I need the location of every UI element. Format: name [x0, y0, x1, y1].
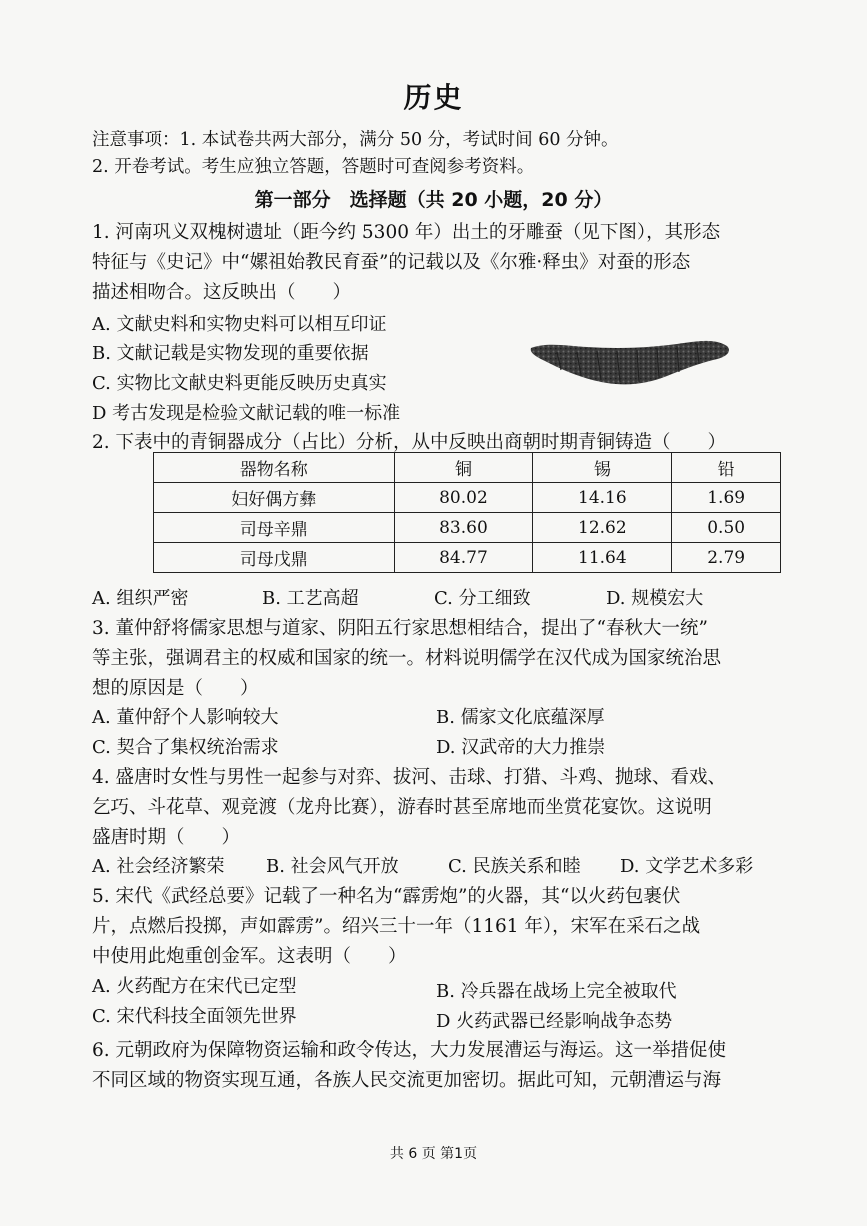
bronze-composition-table — [153, 452, 781, 573]
q1-option-a: A. 文献史料和实物史料可以相互印证 — [92, 314, 387, 335]
q1-line-1: 1. 河南巩义双槐树遗址（距今约 5300 年）出土的牙雕蚕（见下图），其形态 — [92, 222, 721, 243]
q2-line: 2. 下表中的青铜器成分（占比）分析，从中反映出商朝时期青铜铸造（ ） — [92, 432, 727, 453]
page-title: 历史 — [403, 81, 464, 114]
table-cell: 80.02 — [394, 483, 533, 513]
q6-line-1: 6. 元朝政府为保障物资运输和政令传达，大力发展漕运与海运。这一举措促使 — [92, 1040, 727, 1061]
q4-line-1: 4. 盛唐时女性与男性一起参与对弈、拔河、击球、打猎、斗鸡、抛球、看戏、 — [92, 767, 727, 788]
q6-line-2: 不同区域的物资实现互通，各族人民交流更加密切。据此可知，元朝漕运与海 — [92, 1070, 722, 1091]
q4-option-b: B. 社会风气开放 — [266, 856, 399, 877]
table-cell: 0.50 — [672, 513, 781, 543]
table-header-row — [154, 453, 781, 483]
table-header: 锡 — [533, 453, 672, 483]
q5-line-1: 5. 宋代《武经总要》记载了一种名为“霹雳炮”的火器，其“以火药包裹伏 — [92, 886, 681, 907]
table-header: 铅 — [672, 453, 781, 483]
q5-line-2: 片，点燃后投掷，声如霹雳”。绍兴三十一年（1161 年），宋军在采石之战 — [92, 916, 701, 937]
q3-option-c: C. 契合了集权统治需求 — [92, 737, 279, 758]
q2-option-c: C. 分工细致 — [434, 588, 531, 609]
q2-option-d: D. 规模宏大 — [606, 588, 704, 609]
page-footer: 共 6 页 第1页 — [389, 1146, 478, 1162]
ivory-silkworm-image — [527, 330, 733, 388]
q1-option-d: D 考古发现是检验文献记载的唯一标准 — [92, 403, 401, 424]
q3-option-d: D. 汉武帝的大力推崇 — [436, 737, 606, 758]
q4-option-d: D. 文学艺术多彩 — [620, 856, 754, 877]
table-row — [154, 513, 781, 543]
q5-option-a: A. 火药配方在宋代已定型 — [92, 976, 297, 997]
q3-line-1: 3. 董仲舒将儒家思想与道家、阴阳五行家思想相结合，提出了“春秋大一统” — [92, 618, 708, 639]
part-one-title: 第一部分 选择题（共 20 小题，20 分） — [254, 189, 613, 211]
table-cell: 司母戊鼎 — [154, 543, 395, 573]
notice-line-2: 2. 开卷考试。考生应独立答题，答题时可查阅参考资料。 — [92, 157, 535, 177]
q3-option-a: A. 董仲舒个人影响较大 — [92, 707, 279, 728]
q3-option-b: B. 儒家文化底蕴深厚 — [436, 707, 605, 728]
table-cell: 83.60 — [394, 513, 533, 543]
q1-option-c: C. 实物比文献史料更能反映历史真实 — [92, 373, 387, 394]
q1-line-2: 特征与《史记》中“嫘祖始教民育蚕”的记载以及《尔雅·释虫》对蚕的形态 — [92, 252, 691, 273]
q4-line-2: 乞巧、斗花草、观竞渡（龙舟比赛），游春时甚至席地而坐赏花宴饮。这说明 — [92, 797, 712, 818]
table-row — [154, 483, 781, 513]
q2-option-a: A. 组织严密 — [92, 588, 189, 609]
q4-option-c: C. 民族关系和睦 — [448, 856, 581, 877]
table-header: 铜 — [394, 453, 533, 483]
notice-line-1: 注意事项：1. 本试卷共两大部分，满分 50 分，考试时间 60 分钟。 — [92, 130, 619, 150]
table-cell: 司母辛鼎 — [154, 513, 395, 543]
q5-option-b: B. 冷兵器在战场上完全被取代 — [436, 981, 677, 1002]
table-row — [154, 543, 781, 573]
table-cell: 2.79 — [672, 543, 781, 573]
q3-line-3: 想的原因是（ ） — [92, 678, 259, 699]
table-cell: 14.16 — [533, 483, 672, 513]
table-cell: 84.77 — [394, 543, 533, 573]
table-header: 器物名称 — [154, 453, 395, 483]
q4-line-3: 盛唐时期（ ） — [92, 827, 241, 848]
q4-option-a: A. 社会经济繁荣 — [92, 856, 225, 877]
table-cell: 11.64 — [533, 543, 672, 573]
q5-option-d: D 火药武器已经影响战争态势 — [436, 1011, 673, 1032]
table-cell: 1.69 — [672, 483, 781, 513]
q5-line-3: 中使用此炮重创金军。这表明（ ） — [92, 946, 407, 967]
q1-line-3: 描述相吻合。这反映出（ ） — [92, 282, 352, 303]
q2-option-b: B. 工艺高超 — [262, 588, 359, 609]
table-cell: 12.62 — [533, 513, 672, 543]
q1-option-b: B. 文献记载是实物发现的重要依据 — [92, 343, 369, 364]
q3-line-2: 等主张，强调君主的权威和国家的统一。材料说明儒学在汉代成为国家统治思 — [92, 648, 722, 669]
q5-option-c: C. 宋代科技全面领先世界 — [92, 1006, 297, 1027]
table-cell: 妇好偶方彝 — [154, 483, 395, 513]
